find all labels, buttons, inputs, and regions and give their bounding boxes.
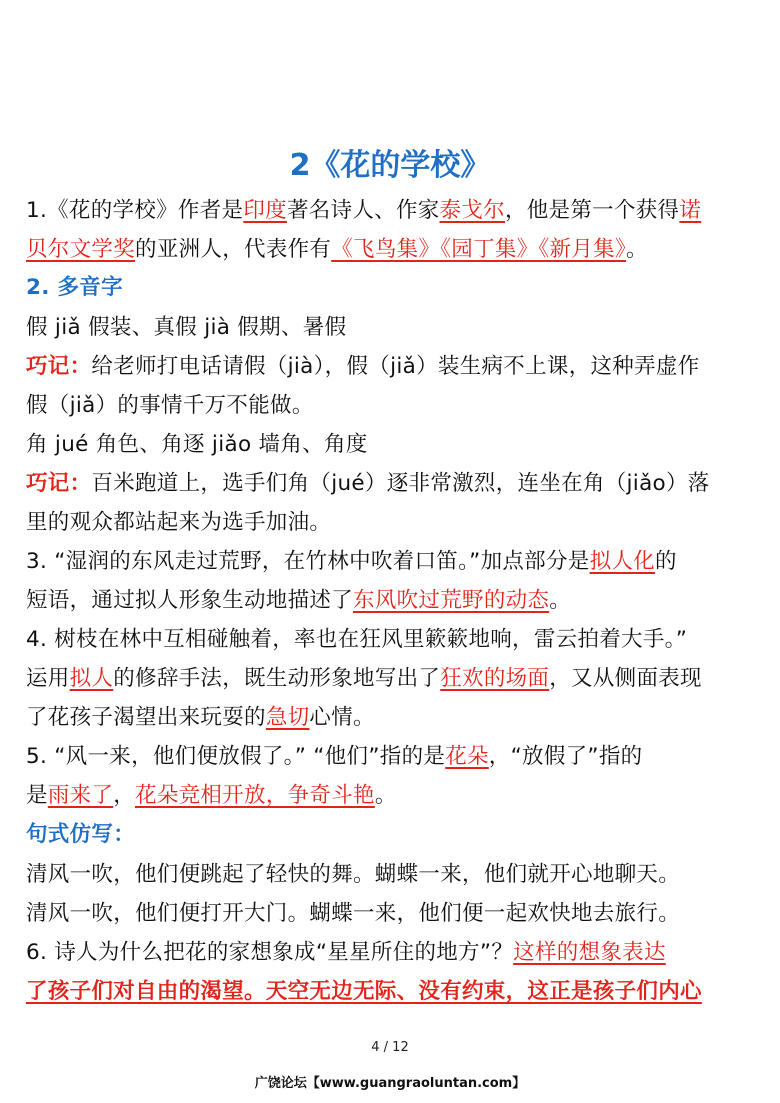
text: 是 (26, 783, 48, 808)
text: ， (113, 783, 136, 808)
text: ，又从侧面表现 (549, 666, 702, 691)
text: 的修辞手法，既生动形象地写出了 (113, 666, 441, 691)
text: 。 (374, 783, 397, 808)
p1-line2 (26, 235, 756, 265)
jiao-mnemonic-line1 (26, 469, 756, 499)
mnemonic-label: 巧记： (26, 471, 92, 496)
p6-line2 (26, 977, 756, 1007)
answer-nobel-start: 诺 (679, 198, 702, 223)
answer-rhetoric: 拟人 (69, 666, 114, 691)
text: 给老师打电话请假（jià），假（jiǎ）装生病不上课，这种弄虚作 (91, 354, 700, 379)
p6-line1 (26, 938, 756, 968)
p4-line1: 4. 树枝在林中互相碰触着，率也在狂风里簌簌地响，雷云拍着大手。” (26, 627, 688, 652)
text: 著名诗人、作家 (286, 198, 440, 223)
p3-line1 (26, 547, 756, 577)
text: 运用 (26, 666, 70, 691)
text: 心情。 (309, 705, 375, 730)
text: ，“放假了”指的 (488, 744, 643, 769)
imitation-line1: 清风一吹，他们便跳起了轻快的舞。蝴蝶一来，他们就开心地聊天。 (26, 862, 681, 887)
page-number: 4 / 12 (371, 1040, 409, 1055)
section-imitation-heading: 句式仿写： (26, 822, 136, 847)
p1-line1 (26, 196, 756, 226)
p3-line2 (26, 586, 756, 616)
jiao-pronunciation-line: 角 jué 角色、角逐 jiǎo 墙角、角度 (26, 432, 368, 457)
answer-works: 《飞鸟集》《园丁集》《新月集》 (331, 237, 626, 262)
p5-line2 (26, 781, 756, 811)
lesson-title: 2《花的学校》 (289, 148, 491, 183)
answer-eager: 急切 (265, 705, 310, 730)
answer-nobel-end: 贝尔文学奖 (26, 237, 136, 262)
p5-line1 (26, 742, 756, 772)
jiao-mnemonic-line2: 里的观众都站起来为选手加油。 (26, 510, 332, 535)
p4-line2 (26, 664, 756, 694)
p4-line3 (26, 703, 756, 733)
imitation-line2: 清风一吹，他们便打开大门。蝴蝶一来，他们便一起欢快地去旅行。 (26, 901, 681, 926)
answer-rain: 雨来了 (47, 783, 114, 808)
answer-tagore: 泰戈尔 (439, 198, 505, 223)
text: 的亚洲人，代表作有 (135, 237, 332, 262)
answer-flowers: 花朵 (445, 744, 489, 769)
text: ，他是第一个获得 (504, 198, 680, 223)
text: 3. “湿润的东风走过荒野，在竹林中吹着口笛。”加点部分是 (26, 549, 590, 574)
answer-imagination-cont: 了孩子们对自由的渴望。天空无边无际、没有约束，这正是孩子们内心 (26, 979, 702, 1004)
text: 的 (654, 549, 677, 574)
jia-pronunciation-line: 假 jiǎ 假装、真假 jià 假期、暑假 (26, 315, 347, 340)
answer-imagination-start: 这样的想象表达 (513, 940, 666, 965)
answer-blooming: 花朵竞相开放，争奇斗艳 (135, 783, 375, 808)
jia-mnemonic-line1 (26, 352, 756, 382)
text: 1.《花的学校》作者是 (26, 198, 244, 223)
text: 百米跑道上，选手们角（jué）逐非常激烈，连坐在角（jiǎo）落 (91, 471, 710, 496)
answer-india: 印度 (243, 198, 287, 223)
answer-personification: 拟人化 (589, 549, 655, 574)
text: 了花孩子渴望出来玩耍的 (26, 705, 266, 730)
text: 。 (549, 588, 572, 613)
section-polyphone-heading: 2. 多音字 (26, 275, 123, 300)
text: 5. “风一来，他们便放假了。” “他们”指的是 (26, 744, 446, 769)
answer-east-wind: 东风吹过荒野的动态 (353, 588, 550, 613)
text: 。 (625, 237, 648, 262)
answer-carnival: 狂欢的场面 (440, 666, 550, 691)
jia-mnemonic-line2: 假（jiǎ）的事情千万不能做。 (26, 393, 314, 418)
text: 6. 诗人为什么把花的家想象成“星星所住的地方”？ (26, 940, 514, 965)
mnemonic-label: 巧记： (26, 354, 92, 379)
footer-source: 广饶论坛【www.guangraoluntan.com】 (254, 1076, 526, 1091)
text: 短语，通过拟人形象生动地描述了 (26, 588, 354, 613)
